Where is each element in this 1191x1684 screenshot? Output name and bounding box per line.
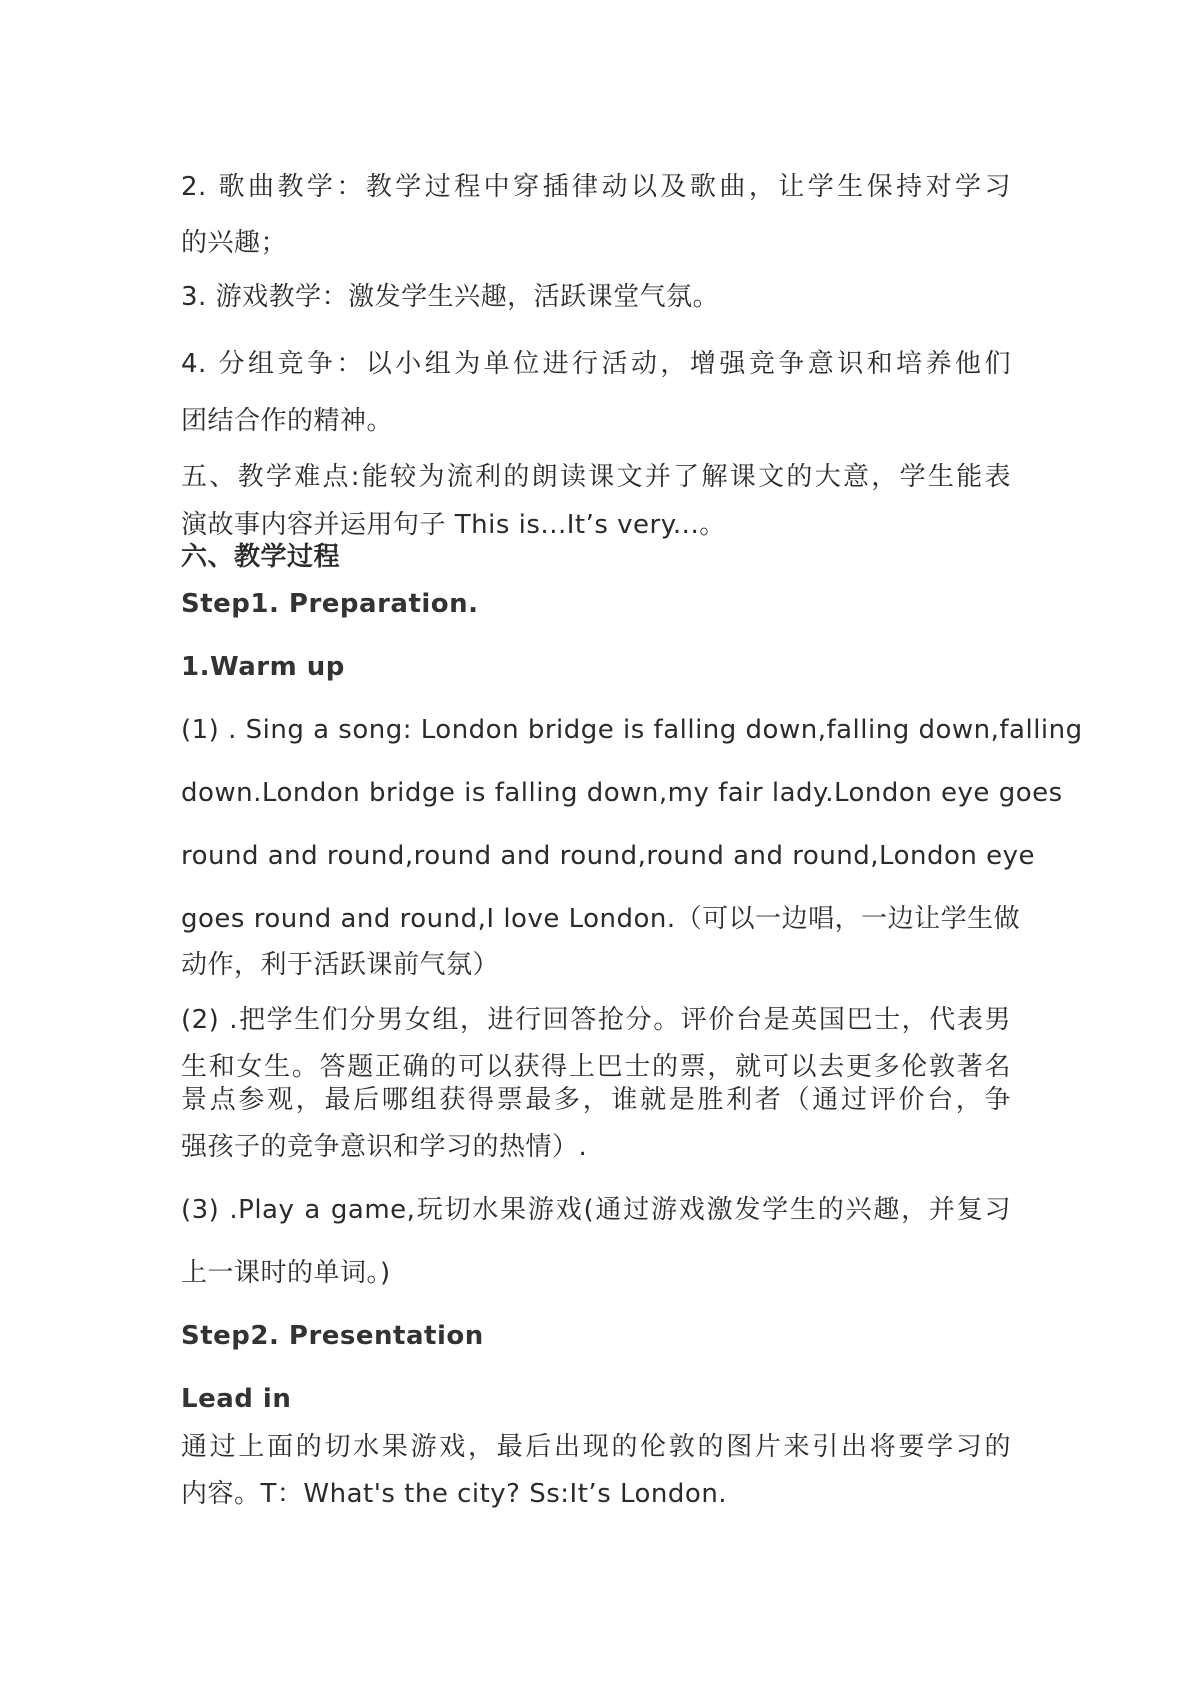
group-line-1: (2) .把学生们分男女组，进行回答抢分。评价台是英国巴士，代表男 [181, 1005, 1011, 1035]
step2-heading: Step2. Presentation [181, 1321, 484, 1351]
lead-in-line-1: 通过上面的切水果游戏，最后出现的伦敦的图片来引出将要学习的 [181, 1432, 1011, 1462]
game-line-1: (3) .Play a game,玩切水果游戏(通过游戏激发学生的兴趣，并复习 [181, 1195, 1011, 1225]
song-line-3: round and round,round and round,round and round,London eye [181, 841, 1035, 871]
difficulty-heading: 五、教学难点:能较为流利的朗读课文并了解课文的大意，学生能表 [181, 462, 1011, 492]
group-line-3: 景点参观，最后哪组获得票最多，谁就是胜利者（通过评价台，争 [181, 1085, 1011, 1115]
lead-in-line-2: 内容。T：What's the city? Ss:It’s London. [181, 1479, 728, 1509]
song-line-2: down.London bridge is falling down,my fair lady.London eye goes [181, 778, 1063, 808]
group-line-2: 生和女生。答题正确的可以获得上巴士的票，就可以去更多伦敦著名 [181, 1052, 1011, 1082]
method-song-cont: 的兴趣； [181, 228, 288, 258]
step1-heading: Step1. Preparation. [181, 589, 479, 619]
song-line-4: goes round and round,I love London.（可以一边唱，一边让学生做 [181, 904, 1021, 934]
method-game: 3. 游戏教学：激发学生兴趣，活跃课堂气氛。 [181, 282, 720, 312]
lead-in-heading: Lead in [181, 1384, 292, 1414]
song-line-1: (1) . Sing a song: London bridge is falling down,falling down,falling [181, 715, 1083, 745]
warm-up-heading: 1.Warm up [181, 652, 345, 682]
method-group-cont: 团结合作的精神。 [181, 406, 394, 436]
method-group: 4. 分组竞争：以小组为单位进行活动，增强竞争意识和培养他们 [181, 349, 1011, 379]
method-song: 2. 歌曲教学：教学过程中穿插律动以及歌曲，让学生保持对学习 [181, 172, 1011, 202]
process-heading: 六、教学过程 [181, 542, 341, 572]
group-line-4: 强孩子的竞争意识和学习的热情）. [181, 1132, 588, 1162]
song-line-5: 动作，利于活跃课前气氛） [181, 950, 500, 980]
game-line-2: 上一课时的单词。) [181, 1258, 391, 1288]
difficulty-cont: 演故事内容并运用句子 This is...It’s very...。 [181, 510, 726, 540]
